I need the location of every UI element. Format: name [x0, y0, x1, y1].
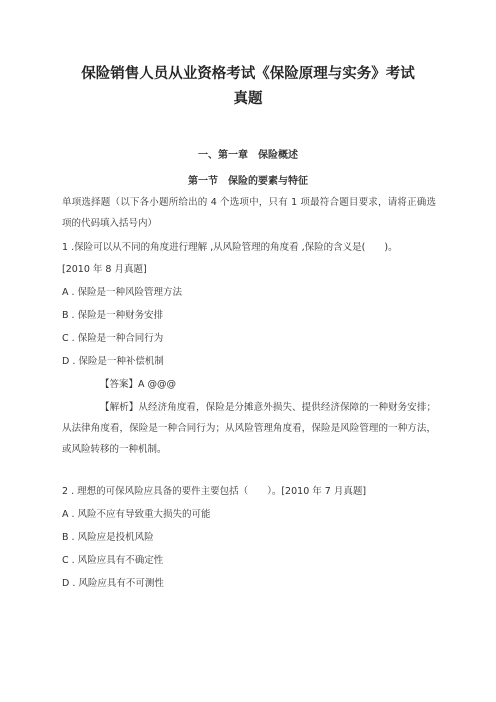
question-1-source: [2010 年 8 月真题] — [62, 264, 147, 275]
chapter-heading: 一、第一章 保险概述 — [198, 150, 298, 161]
section-heading: 第一节 保险的要素与特征 — [188, 176, 308, 187]
question-1-option-c: C . 保险是一种合同行为 — [62, 333, 164, 344]
question-2-stem: 2 . 理想的可保风险应具备的要件主要包括（ ）。[2010 年 7 月真题] — [62, 486, 367, 497]
question-1-option-a: A . 保险是一种风险管理方法 — [62, 287, 183, 298]
question-1-stem: 1 .保险可以从不同的角度进行理解 ,从风险管理的角度看 ,保险的含义是( )。 — [62, 242, 398, 253]
document-title — [40, 62, 456, 112]
question-2-option-b: B . 风险应是投机风险 — [62, 532, 154, 543]
instructions-text: 单项选择题（以下各小题所给出的 4 个选项中，只有 1 项最符合题目要求，请将正确选项的代码填入括号内） — [62, 197, 436, 229]
question-1-analysis: 【解析】从经济角度看，保险是分摊意外损失、提供经济保障的一种财务安排；从法律角度看，保险是一种合同行为；从风险管理角度看，保险是风险管理的一种方法，或风险转移的一种机制。 — [62, 402, 436, 455]
question-1-option-b: B . 保险是一种财务安排 — [62, 310, 164, 321]
question-1-answer: 【答案】A @@@ — [100, 379, 177, 390]
title-line-2: 真题 — [233, 91, 263, 107]
question-2-option-c: C . 风险应具有不确定性 — [62, 555, 164, 566]
question-1-option-d: D . 保险是一种补偿机制 — [62, 356, 164, 367]
question-2-option-a: A . 风险不应有导致重大损失的可能 — [62, 509, 211, 520]
question-2-option-d: D . 风险应具有不可测性 — [62, 578, 164, 589]
title-line-1: 保险销售人员从业资格考试《保险原理与实务》考试 — [81, 66, 415, 82]
